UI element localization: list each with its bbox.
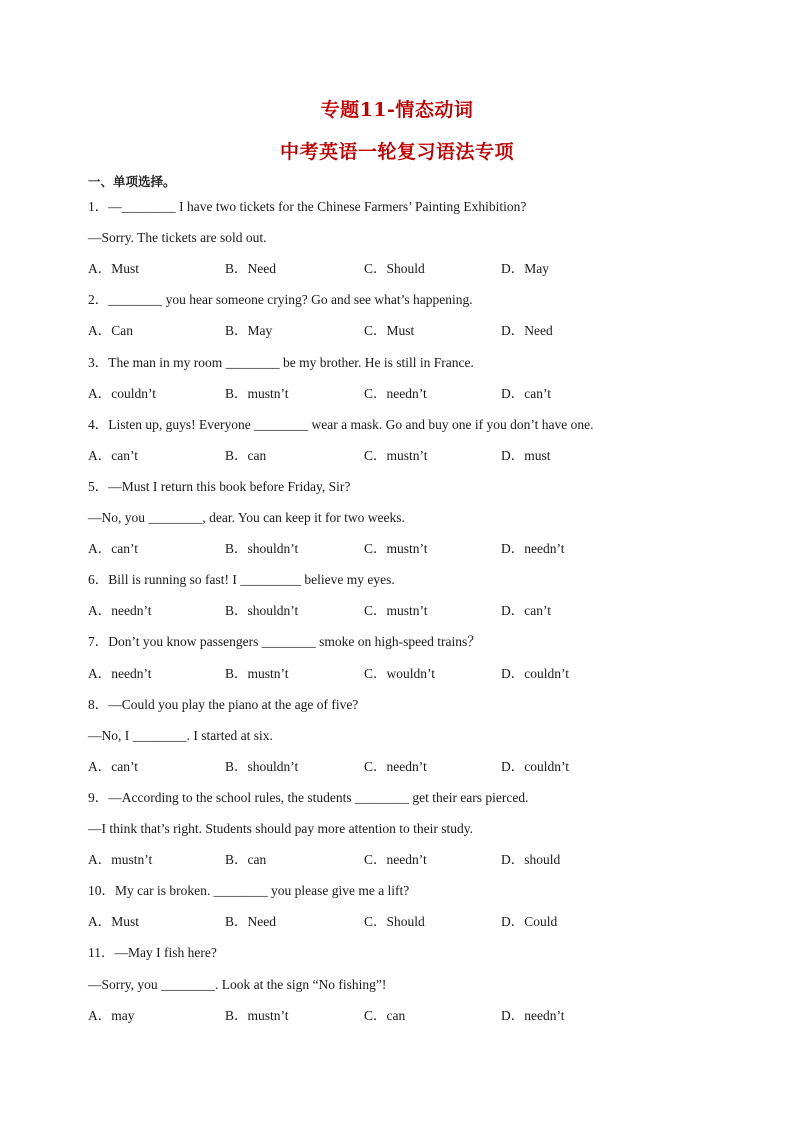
answer-option: C．Should	[364, 261, 425, 277]
answer-options	[88, 666, 708, 682]
answer-option: A．Must	[88, 914, 140, 930]
answer-option: A．Must	[88, 261, 140, 277]
answer-option: B．Need	[225, 914, 276, 930]
answer-option: A．can’t	[88, 447, 138, 463]
question-dialogue-line: —Sorry, you ________. Look at the sign “No fishing”!	[88, 976, 387, 992]
answer-option: C．needn’t	[364, 385, 427, 401]
question-stem: 9．—According to the school rules, the students ________ get their ears pierced.	[88, 789, 529, 805]
question-stem: 2．________ you hear someone crying? Go and see what’s happening.	[88, 292, 473, 308]
question-dialogue-line: —I think that’s right. Students should pay more attention to their study.	[88, 821, 473, 836]
page-subtitle: 中考英语一轮复习语法专项	[279, 141, 514, 163]
question-stem: 8．—Could you play the piano at the age of five?	[88, 696, 359, 712]
answer-option: B．shouldn’t	[225, 758, 299, 774]
answer-option: D．should	[501, 852, 561, 868]
answer-option: C．can	[364, 1007, 406, 1023]
answer-option: A．can’t	[88, 541, 138, 557]
answer-option: C．mustn’t	[364, 603, 428, 619]
answer-option: D．must	[501, 447, 551, 463]
answer-options	[88, 323, 708, 339]
question-dialogue-line: —No, I ________. I started at six.	[88, 727, 273, 743]
answer-option: C．needn’t	[364, 852, 427, 868]
answer-option: A．Can	[88, 323, 133, 339]
answer-option: A．needn’t	[88, 665, 152, 681]
answer-options	[88, 448, 708, 464]
answer-option: D．can’t	[501, 385, 551, 401]
question-stem: 6．Bill is running so fast! I _________ believe my eyes.	[88, 572, 395, 588]
section-heading: 一、单项选择。	[88, 174, 176, 189]
answer-option: A．couldn’t	[88, 385, 156, 401]
answer-option: D．Could	[501, 914, 558, 930]
answer-option: C．needn’t	[364, 758, 427, 774]
page-title: 专题11-情态动词	[320, 99, 474, 121]
answer-option: B．can	[225, 852, 267, 868]
answer-option: A．may	[88, 1007, 135, 1023]
answer-option: C．wouldn’t	[364, 665, 436, 681]
question-stem: 4．Listen up, guys! Everyone ________ wear a mask. Go and buy one if you don’t have one.	[88, 416, 594, 432]
answer-option: D．couldn’t	[501, 665, 569, 681]
question-stem: 11．—May I fish here?	[88, 945, 217, 961]
answer-option: C．Should	[364, 914, 425, 930]
question-stem: 1．—________ I have two tickets for the Chinese Farmers’ Painting Exhibition?	[88, 199, 527, 214]
answer-option: B．May	[225, 323, 273, 339]
answer-option: D．needn’t	[501, 541, 565, 557]
answer-option: D．can’t	[501, 603, 551, 619]
answer-option: B．mustn’t	[225, 385, 289, 401]
answer-options	[88, 1008, 708, 1024]
answer-option: B．mustn’t	[225, 1007, 289, 1023]
answer-option: B．mustn’t	[225, 665, 289, 681]
answer-options	[88, 852, 708, 868]
question-stem: 5．—Must I return this book before Friday, Sir?	[88, 478, 351, 494]
answer-option: D．May	[501, 261, 549, 277]
answer-option: B．can	[225, 447, 267, 463]
question-dialogue-line: —No, you ________, dear. You can keep it for two weeks.	[88, 510, 405, 525]
answer-options	[88, 261, 708, 277]
answer-options	[88, 541, 708, 557]
answer-options	[88, 914, 708, 930]
answer-option: B．shouldn’t	[225, 603, 299, 619]
answer-option: D．needn’t	[501, 1007, 565, 1023]
answer-options	[88, 386, 708, 402]
answer-option: C．mustn’t	[364, 447, 428, 463]
answer-option: C．Must	[364, 323, 415, 339]
question-dialogue-line: —Sorry. The tickets are sold out.	[88, 230, 267, 246]
answer-option: B．shouldn’t	[225, 541, 299, 557]
answer-option: B．Need	[225, 261, 276, 277]
answer-option: D．Need	[501, 323, 553, 339]
answer-option: A．needn’t	[88, 603, 152, 619]
answer-option: D．couldn’t	[501, 758, 569, 774]
answer-option: A．can’t	[88, 758, 138, 774]
answer-options	[88, 759, 708, 775]
question-stem: 10．My car is broken. ________ you please give me a lift?	[88, 883, 410, 899]
answer-option: A．mustn’t	[88, 852, 153, 868]
question-stem: 3．The man in my room ________ be my brother. He is still in France.	[88, 354, 474, 370]
answer-option: C．mustn’t	[364, 541, 428, 557]
question-stem: 7．Don’t you know passengers ________ smoke on high-speed trains？	[88, 634, 481, 650]
answer-options	[88, 603, 708, 619]
